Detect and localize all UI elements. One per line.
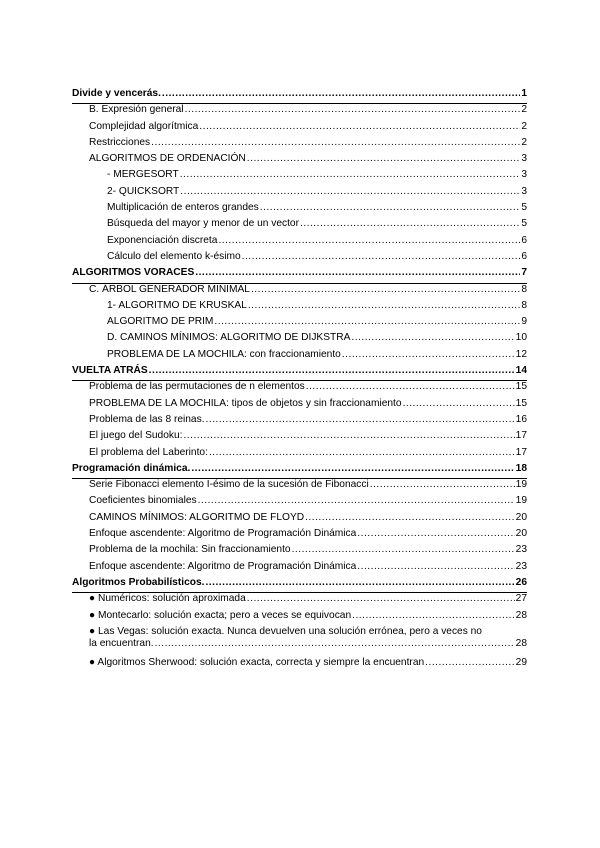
- toc-entry-label: Enfoque ascendente: Algoritmo de Programación Dinámica: [89, 528, 357, 540]
- dot-leader: [425, 657, 515, 669]
- toc-entry[interactable]: [72, 186, 527, 202]
- dot-leader: [342, 349, 515, 361]
- dot-leader: [248, 300, 520, 312]
- toc-entry[interactable]: [72, 495, 527, 511]
- toc-page-number: 19: [515, 479, 527, 491]
- toc-entry[interactable]: [72, 414, 527, 430]
- toc-page-number: 3: [521, 169, 527, 181]
- toc-entry-label: Serie Fibonacci elemento I-ésimo de la sucesión de Fibonacci: [89, 479, 369, 491]
- dot-leader: [357, 528, 514, 540]
- toc-entry[interactable]: [72, 121, 527, 137]
- toc-page-number: 8: [521, 299, 527, 311]
- toc-section-title: Programación dinámica.: [72, 462, 191, 474]
- toc-entry[interactable]: [72, 218, 527, 234]
- toc-page-number: 5: [521, 218, 527, 230]
- dot-leader: [183, 430, 514, 442]
- toc-page-number: 23: [515, 544, 527, 556]
- toc-entry[interactable]: [72, 528, 527, 544]
- toc-page-number: 23: [515, 560, 527, 572]
- toc-page-number: 15: [515, 397, 527, 409]
- toc-entry-label: D. CAMINOS MÍNIMOS: ALGORITMO DE DIJKSTRA: [107, 332, 351, 344]
- toc-section-heading[interactable]: [72, 88, 527, 104]
- dot-leader: [305, 512, 515, 524]
- toc-entry-label: Enfoque ascendente: Algoritmo de Programación Dinámica: [89, 560, 357, 572]
- toc-entry[interactable]: [72, 235, 527, 251]
- dot-leader: [180, 169, 521, 181]
- dot-leader: [205, 577, 514, 589]
- toc-entry-label: ● Montecarlo: solución exacta; pero a veces se equivocan: [89, 609, 352, 621]
- toc-entry[interactable]: [72, 657, 527, 673]
- toc-entry[interactable]: [72, 447, 527, 463]
- dot-leader: [247, 153, 521, 165]
- toc-entry[interactable]: [72, 626, 527, 657]
- toc-section-heading[interactable]: [72, 267, 527, 283]
- toc-page-number: 17: [515, 446, 527, 458]
- toc-page-number: 17: [515, 430, 527, 442]
- toc-entry-label: ● Numéricos: solución aproximada: [89, 593, 246, 605]
- dot-leader: [206, 414, 515, 426]
- dot-leader: [218, 235, 520, 247]
- dot-leader: [151, 137, 520, 149]
- toc-page-number: 27: [515, 593, 527, 605]
- dot-leader: [185, 104, 521, 116]
- dot-leader: [155, 638, 515, 650]
- dot-leader: [199, 121, 520, 133]
- toc-page-number: 19: [515, 495, 527, 507]
- toc-entry-label: ALGORITMOS DE ORDENACIÓN: [89, 153, 246, 165]
- dot-leader: [180, 186, 520, 198]
- toc-entry-label: Complejidad algorítmica: [89, 120, 199, 132]
- toc-entry[interactable]: [72, 349, 527, 365]
- dot-leader: [162, 88, 520, 100]
- toc-page-number: 2: [521, 120, 527, 132]
- toc-entry-label: Problema de la mochila: Sin fraccionamiento: [89, 544, 291, 556]
- dot-leader: [260, 202, 521, 214]
- toc-page-number: 2: [521, 136, 527, 148]
- toc-entry-label: Cálculo del elemento k-ésimo: [107, 250, 241, 262]
- dot-leader: [251, 284, 520, 296]
- toc-section-title: Divide y vencerás.: [72, 88, 161, 99]
- toc-page-number: 3: [521, 185, 527, 197]
- toc-page-number: 10: [515, 332, 527, 344]
- toc-entry[interactable]: [72, 512, 527, 528]
- toc-entry[interactable]: [72, 544, 527, 560]
- dot-leader: [209, 447, 515, 459]
- toc-entry[interactable]: [72, 561, 527, 577]
- toc-entry[interactable]: [72, 202, 527, 218]
- dot-leader: [306, 381, 515, 393]
- toc-section-heading[interactable]: [72, 463, 527, 479]
- toc-entry-label-continued: la encuentran.: [89, 637, 154, 649]
- dot-leader: [370, 479, 515, 491]
- toc-entry-label: PROBLEMA DE LA MOCHILA: tipos de objetos y sin fraccionamiento: [89, 397, 402, 409]
- dot-leader: [191, 463, 514, 475]
- toc-entry-label: Búsqueda del mayor y menor de un vector: [107, 218, 299, 230]
- toc-entry-label: CAMINOS MÍNIMOS: ALGORITMO DE FLOYD: [89, 511, 305, 523]
- toc-entry[interactable]: [72, 169, 527, 185]
- toc-page-number: 16: [515, 413, 527, 425]
- toc-entry-label: Multiplicación de enteros grandes: [107, 202, 259, 214]
- toc-entry-label: Problema de las 8 reinas.: [89, 413, 205, 425]
- toc-entry[interactable]: [72, 284, 527, 300]
- toc-entry[interactable]: [72, 398, 527, 414]
- toc-page-number: 28: [515, 609, 527, 621]
- toc-entry-label: 2- QUICKSORT: [107, 185, 180, 197]
- toc-entry-label: ● Algoritmos Sherwood: solución exacta, correcta y siempre la encuentran: [89, 656, 425, 668]
- dot-leader: [292, 544, 515, 556]
- dot-leader: [357, 561, 514, 573]
- toc-page-number: 6: [521, 250, 527, 262]
- toc-entry-label: El juego del Sudoku:: [89, 430, 183, 442]
- toc-page-number: 29: [515, 656, 527, 668]
- toc-entry-label: C. ÁRBOL GENERADOR MINIMAL: [89, 283, 250, 295]
- dot-leader: [195, 267, 520, 279]
- dot-leader: [247, 593, 515, 605]
- dot-leader: [403, 398, 515, 410]
- dot-leader: [352, 610, 515, 622]
- toc-page-number: 9: [521, 316, 527, 328]
- toc-entry[interactable]: [72, 430, 527, 446]
- toc-entry[interactable]: [72, 153, 527, 169]
- toc-entry[interactable]: [72, 381, 527, 397]
- toc-entry[interactable]: [72, 593, 527, 609]
- dot-leader: [242, 251, 521, 263]
- toc-page-number: 20: [515, 528, 527, 540]
- dot-leader: [214, 316, 520, 328]
- toc-section-title: ALGORITMOS VORACES: [72, 267, 195, 279]
- toc-section-title: Algoritmos Probabilísticos.: [72, 576, 205, 588]
- toc-page-number: 7: [521, 267, 527, 279]
- dot-leader: [149, 365, 515, 377]
- toc-page-number: 12: [515, 348, 527, 360]
- toc-page-number: 28: [515, 637, 527, 649]
- toc-entry[interactable]: [72, 300, 527, 316]
- toc-entry-label: ALGORITMO DE PRIM: [107, 316, 214, 328]
- toc-entry[interactable]: [72, 479, 527, 495]
- toc-page-number: 1: [521, 88, 527, 99]
- toc-entry[interactable]: [72, 332, 527, 348]
- toc-entry-label: 1- ALGORITMO DE KRUSKAL: [107, 299, 247, 311]
- toc-section-heading[interactable]: [72, 365, 527, 381]
- toc-entry-label: El problema del Laberinto:: [89, 446, 208, 458]
- toc-page-number: 5: [521, 202, 527, 214]
- toc-entry-label: ● Las Vegas: solución exacta. Nunca devuelven una solución errónea, pero a veces no: [89, 625, 482, 637]
- toc-entry[interactable]: [72, 610, 527, 626]
- toc-page-number: 15: [515, 381, 527, 393]
- toc-entry[interactable]: [72, 316, 527, 332]
- dot-leader: [351, 332, 514, 344]
- toc-entry-label: Restricciones: [89, 136, 151, 148]
- toc-entry-label: Problema de las permutaciones de n elementos: [89, 381, 305, 393]
- toc-entry-label: Exponenciación discreta: [107, 234, 218, 246]
- toc-page-number: 26: [515, 576, 527, 588]
- toc-entry-label: PROBLEMA DE LA MOCHILA: con fraccionamiento: [107, 348, 341, 360]
- table-of-contents: [72, 88, 527, 673]
- dot-leader: [300, 218, 520, 230]
- toc-section-title: VUELTA ATRÁS: [72, 365, 148, 377]
- toc-section-heading[interactable]: [72, 577, 527, 593]
- toc-entry[interactable]: [72, 104, 527, 120]
- toc-page-number: 18: [515, 462, 527, 474]
- toc-entry[interactable]: [72, 137, 527, 153]
- toc-entry-label: B. Expresión general: [89, 104, 184, 116]
- toc-entry-label: Coeficientes binomiales: [89, 495, 197, 507]
- toc-page-number: 3: [521, 153, 527, 165]
- dot-leader: [198, 495, 515, 507]
- toc-entry[interactable]: [72, 251, 527, 267]
- toc-page-number: 2: [521, 104, 527, 116]
- toc-page-number: 14: [515, 365, 527, 377]
- toc-entry-label: - MERGESORT: [107, 169, 179, 181]
- toc-page-number: 8: [521, 283, 527, 295]
- toc-page-number: 20: [515, 511, 527, 523]
- toc-page-number: 6: [521, 234, 527, 246]
